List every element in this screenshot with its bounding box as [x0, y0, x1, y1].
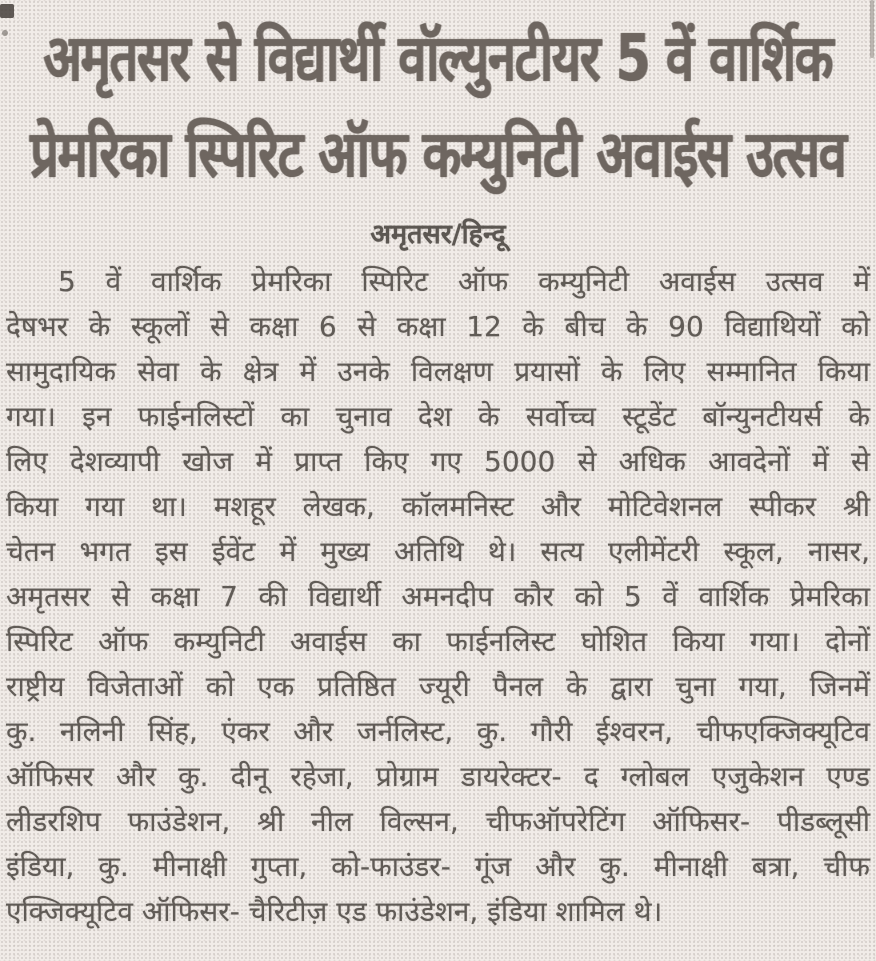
byline: अमृतसर/हिन्दू — [370, 219, 506, 250]
body-line: एक्जिक्यूटिव ऑफिसर- चैरिटीज़ एड फाउंडेशन, इंडिया शामिल थे। — [6, 895, 663, 928]
headline-line-1: अमृतसर से विद्यार्थी वॉल्युनटीयर 5 वें वार्शिक — [43, 20, 833, 96]
body-line: स्पिरिट ऑफ कम्युनिटी अवाईस का फाईनलिस्ट घोशित किया गया। दोनों — [6, 625, 870, 658]
body-line: ऑफिसर और कु. दीनू रहेजा, प्रोग्राम डायरेक्टर- द ग्लोबल एजुकेशन एण्ड — [6, 760, 870, 793]
scan-artifact — [870, 0, 874, 58]
body-line: लीडरशिप फाउंडेशन, श्री नील विल्सन, चीफऑपरेटिंग ऑफिसर- पीडब्लूसी — [6, 805, 870, 838]
body-line: देषभर के स्कूलों से कक्षा 6 से कक्षा 12 के बीच के 90 विद्याथियों को — [6, 310, 870, 343]
body-line: कु. नलिनी सिंह, एंकर और जर्नलिस्ट, कु. गौरी ईश्वरन, चीफएक्जिक्यूटिव — [6, 715, 870, 748]
body-line: किया गया था। मशहूर लेखक, कॉलमनिस्ट और मोटिवेशनल स्पीकर श्री — [6, 490, 870, 523]
body-line: 5 वें वार्शिक प्रेमरिका स्पिरिट ऑफ कम्युनिटी अवाईस उत्सव में — [58, 265, 870, 298]
headline-line-2: प्रेमरिका स्पिरिट ऑफ कम्युनिटी अवाईस उत्सव — [30, 116, 846, 192]
body-line: चेतन भगत इस ईवेंट में मुख्य अतिथि थे। सत्य एलीमेंटरी स्कूल, नासर, — [6, 535, 870, 568]
article-body — [6, 259, 870, 934]
body-line: अमृतसर से कक्षा 7 की विद्यार्थी अमनदीप कौर को 5 वें वार्शिक प्रेमरिका — [6, 580, 870, 613]
body-line: इंडिया, कु. मीनाक्षी गुप्ता, को-फाउंडर- गूंज और कु. मीनाक्षी बत्रा, चीफ — [6, 850, 870, 883]
body-line: राष्ट्रीय विजेताओं को एक प्रतिष्ठित ज्यूरी पैनल के द्वारा चुना गया, जिनमें — [6, 670, 870, 703]
headline — [6, 8, 870, 200]
body-line: लिए देशव्यापी खोज में प्राप्त किए गए 5000 से अधिक आवदेनों में से — [6, 445, 870, 478]
body-line: सामुदायिक सेवा के क्षेत्र में उनके विलक्षण प्रयासों के लिए सम्मानित किया — [6, 355, 870, 388]
body-line: गया। इन फाईनलिस्टों का चुनाव देश के सर्वोच्च स्टूडेंट बॉन्युनटीयर्स के — [6, 400, 870, 433]
